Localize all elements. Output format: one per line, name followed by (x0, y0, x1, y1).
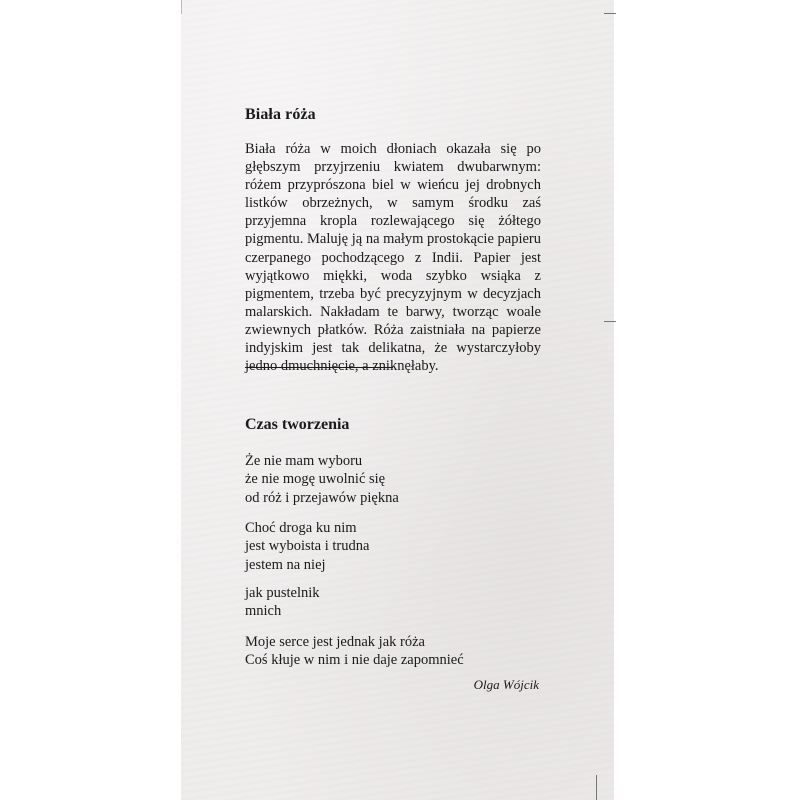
verse-line: jest wyboista i trudna (245, 538, 370, 555)
poem-title-biala-roza: Biała róża (245, 106, 316, 123)
poem-title-czas-tworzenia: Czas tworzenia (245, 416, 350, 433)
stanza-4 (245, 633, 545, 670)
verse-line: Że nie mam wyboru (245, 453, 363, 469)
poem-prose-biala-roza: Biała róża w moich dłoniach okazała się po głębszym przyjrzeniu kwiatem dwubarwnym: różem przyprószona biel w wieńcu jej drobnych listków obrzeżnych, w samym środku zaś przyjemna kropla rozlewającego się żółtego pigmentu. Maluję ją na małym prostokącie papieru czerpanego pochodzącego z Indii. Papier jest wyjątkowo miękki, woda szybko wsiąka z pigmentem, trzeba być precyzyjnym w decyzjach malarskich. Nakładam te barwy, tworząc woale zwiewnych płatków. Róża zaistniała na papierze indyjskim jest tak delikatna, że wystarczyłoby jedno dmuchnięcie, a zniknęłaby. (245, 141, 541, 375)
crop-mark-top-left (181, 0, 182, 14)
stanza-3 (245, 584, 545, 621)
author-signature: Olga Wójcik (473, 677, 539, 692)
verse-line: jak pustelnik (245, 585, 320, 601)
stanza-1 (245, 452, 545, 507)
stanza-2 (245, 519, 545, 574)
verse-line: Moje serce jest jednak jak róża (245, 634, 425, 650)
verse-line: Coś kłuje w nim i nie daje zapomnieć (245, 652, 464, 669)
crop-mark-bottom-right (596, 775, 597, 800)
crop-mark-middle-right (604, 321, 616, 322)
crop-mark-top-right (604, 13, 616, 14)
section-divider (245, 367, 393, 368)
verse-line: jestem na niej (245, 556, 326, 573)
verse-line: że nie mogę uwolnić się (245, 471, 386, 488)
verse-line: od róż i przejawów piękna (245, 489, 399, 506)
verse-line: Choć droga ku nim (245, 520, 357, 536)
verse-line: mnich (245, 603, 282, 620)
